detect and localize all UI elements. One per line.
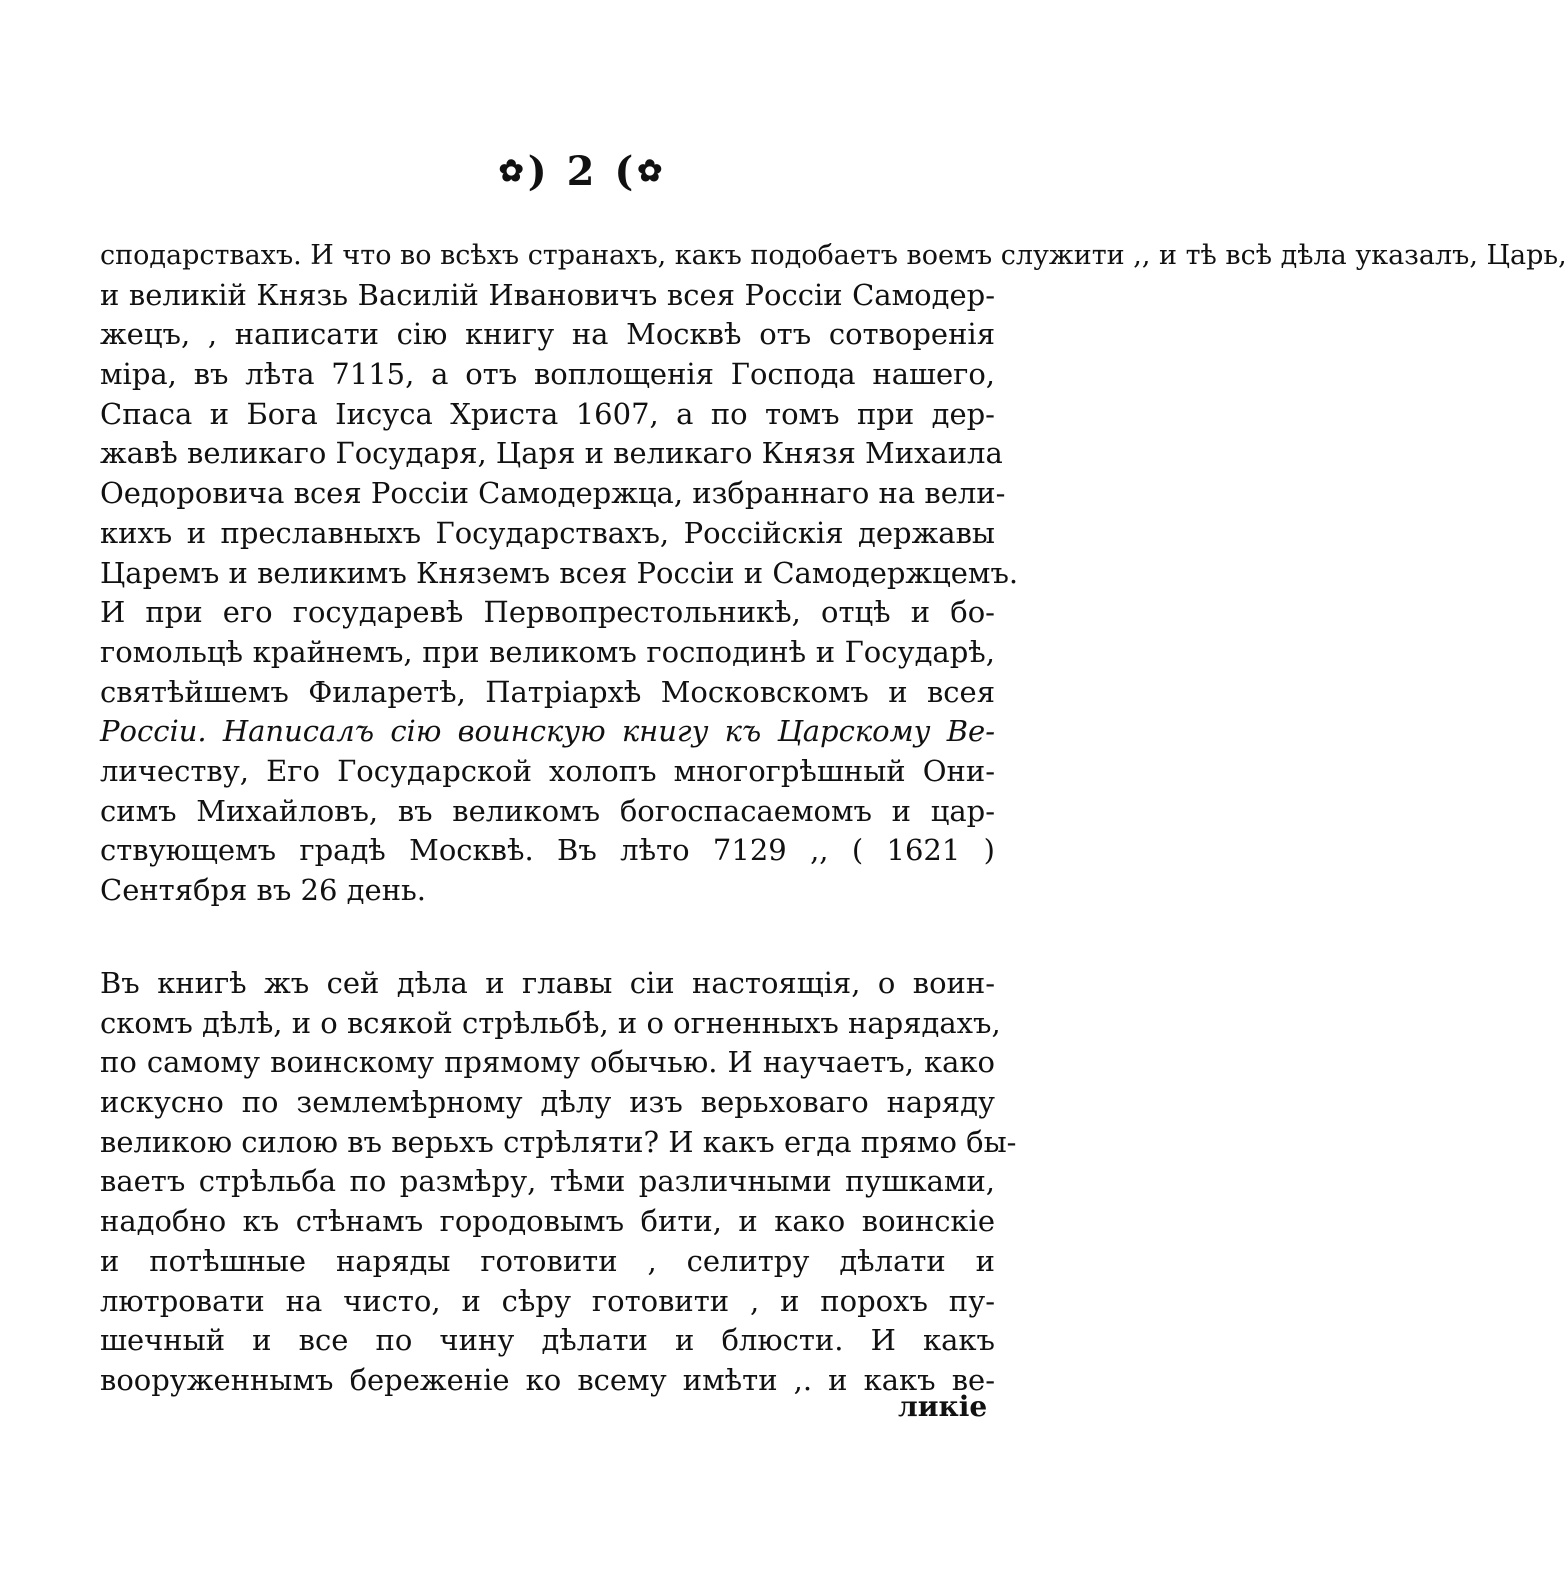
text-line: ствующемъ градѣ Москвѣ. Въ лѣто 7129 ,, ( 1621 ) — [100, 833, 995, 868]
paragraph-1 — [100, 236, 1567, 911]
text-line: искусно по землемѣрному дѣлу изъ верьховаго наряду — [100, 1085, 995, 1120]
text-line: кихъ и преславныхъ Государствахъ, Россійскія державы — [100, 515, 995, 550]
text-line: симъ Михайловъ, въ великомъ богоспасаемомъ и цар- — [100, 793, 995, 828]
text-line: надобно къ стѣнамъ городовымъ бити, и како воинскіе — [100, 1204, 995, 1239]
text-line: И при его государевѣ Первопрестольникѣ, отцѣ и бо- — [100, 595, 995, 630]
paragraph-2 — [100, 964, 1017, 1401]
ornament-right-icon: ✿ — [637, 154, 665, 189]
text-line: скомъ дѣлѣ, и о всякой стрѣльбѣ, и о огненныхъ нарядахъ, — [100, 1005, 1001, 1040]
text-line: вооруженнымъ береженіе ко всему имѣти ,. и какъ ве- — [100, 1362, 995, 1397]
text-line: и великій Князь Василій Ивановичъ всея Россіи Самодер- — [100, 277, 995, 312]
text-line: шечный и все по чину дѣлати и блюсти. И какъ — [100, 1323, 995, 1358]
page-number: 2 — [566, 148, 597, 195]
catchword: ликіе — [898, 1390, 988, 1423]
text-line: по самому воинскому прямому обычью. И научаетъ, како — [100, 1045, 995, 1080]
ornament-left-icon: ✿ — [498, 154, 526, 189]
text-line: гомольцѣ крайнемъ, при великомъ господинѣ и Государѣ, — [100, 634, 995, 669]
text-line: и потѣшные наряды готовити , селитру дѣлати и — [100, 1243, 995, 1278]
header-bracket-right: ( — [614, 148, 636, 195]
text-line: жецъ, , написати сію книгу на Москвѣ отъ сотворенія — [100, 317, 995, 352]
text-line: Сентября въ 26 день. — [100, 873, 427, 907]
page-header — [0, 148, 1163, 195]
text-line: лютровати на чисто, и сѣру готовити , и порохъ пу- — [100, 1283, 995, 1318]
text-line: Спаса и Бога Іисуса Христа 1607, а по томъ при дер- — [100, 396, 995, 431]
text-line: Царемъ и великимъ Княземъ всея Россіи и Самодержцемъ. — [100, 555, 1019, 590]
text-line: жавѣ великаго Государя, Царя и великаго Князя Михаила — [100, 436, 1003, 471]
text-line: Россіи. Написалъ сію воинскую книгу къ Царскому Ве- — [100, 714, 995, 749]
text-line: сподарствахъ. И что во всѣхъ странахъ, какъ подобаетъ воемъ служити ,, и тѣ всѣ дѣла указалъ, Царь, — [100, 240, 1567, 271]
text-line: Оедоровича всея Россіи Самодержца, избраннаго на вели- — [100, 476, 1006, 511]
text-line: ваетъ стрѣльба по размѣру, тѣми различными пушками, — [100, 1164, 995, 1199]
header-bracket-left: ) — [527, 148, 549, 195]
text-line: личеству, Его Государской холопъ многогрѣшный Они- — [100, 753, 995, 788]
text-line: великою силою въ верьхъ стрѣляти? И какъ егда прямо бы- — [100, 1124, 1017, 1159]
text-line: святѣйшемъ Филаретѣ, Патріархѣ Московскомъ и всея — [100, 674, 995, 709]
text-line: міра, въ лѣта 7115, а отъ воплощенія Господа нашего, — [100, 357, 995, 392]
text-line: Въ книгѣ жъ сей дѣла и главы сіи настоящія, о воин- — [100, 966, 995, 1000]
